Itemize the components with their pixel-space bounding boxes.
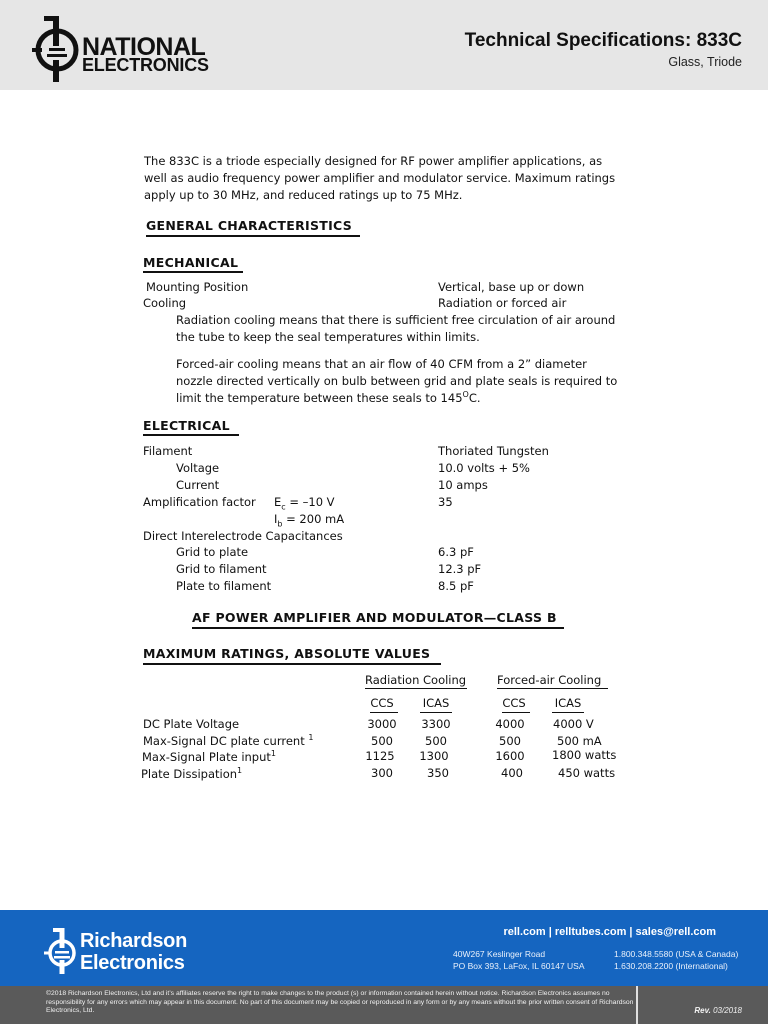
footer-phone2: 1.630.208.2200 (International): [614, 961, 728, 971]
voltage-value: 10.0 volts + 5%: [438, 461, 530, 475]
logo-wordmark-line1: NATIONAL: [82, 33, 206, 61]
forced-air-cooling-header: Forced-air Cooling: [497, 673, 602, 687]
intro-paragraph: The 833C is a triode especially designed for RF power amplifier applications, as well as audio frequency power amplifier and modulator service. Maximum ratings apply up to 30 MHz, and reduced ratings up to 75 MHz.: [144, 154, 616, 202]
revision-date: 03/2018: [710, 1006, 742, 1015]
heading-underline: [146, 235, 360, 237]
table-row-label: [143, 716, 239, 732]
heading-underline: [143, 271, 243, 273]
row-label-text: DC Plate Voltage: [143, 717, 240, 731]
mounting-position-value: Vertical, base up or down: [438, 280, 585, 294]
filament-label: Filament: [143, 444, 193, 458]
ec-subscript: c: [281, 502, 286, 512]
heading-underline: [143, 434, 239, 436]
amplification-factor-value: 35: [438, 495, 453, 509]
col-ccs-radiation: CCS: [370, 696, 394, 710]
plate-to-filament-label: Plate to filament: [176, 579, 272, 593]
forced-air-note-text: Forced-air cooling means that an air flow of 40 CFM from a 2” diameter nozzle directed vertically on bulb between grid and plate seals is required to limit the temperature between these seals to 145: [176, 357, 618, 405]
af-amplifier-heading: AF POWER AMPLIFIER AND MODULATOR—CLASS B: [192, 610, 557, 625]
heading-underline: [192, 627, 564, 629]
ec-symbol: E: [274, 495, 282, 509]
group-underline: [497, 688, 608, 689]
ec-value: = –10 V: [285, 495, 335, 509]
revision-prefix: Rev.: [694, 1006, 711, 1015]
table-cell: 3000: [367, 717, 397, 731]
legal-disclaimer: ©2018 Richardson Electronics, Ltd and it’s affiliates reserve the right to make changes to the product (s) or information contained herein without notice. Richardson Electronics assumes no responsibility for any errors which may appear in this document. No part of this document may be copied or reproduced in any form or by any means without the prior written consent of Richardson Electronics, Ltd.: [46, 990, 634, 1014]
grid-to-filament-label: Grid to filament: [176, 562, 267, 576]
amplification-ec-condition: [274, 494, 335, 510]
group-underline: [365, 688, 467, 689]
radiation-cooling-header: Radiation Cooling: [365, 673, 467, 687]
col-underline: [502, 712, 530, 713]
heading-underline: [143, 663, 441, 665]
col-ccs-forced: CCS: [502, 696, 526, 710]
page-title: Technical Specifications: 833C: [464, 30, 742, 51]
col-icas-forced: ICAS: [554, 696, 582, 710]
mechanical-heading: MECHANICAL: [143, 255, 239, 270]
grid-to-plate-value: 6.3 pF: [438, 545, 474, 559]
col-underline: [552, 712, 584, 713]
table-row-label: [142, 749, 276, 765]
current-value: 10 amps: [438, 478, 488, 492]
table-cell: 4000 V: [553, 717, 594, 731]
radiation-cooling-note: Radiation cooling means that there is sufficient free circulation of air around the tube to keep the seal temperatures within limits.: [176, 313, 616, 344]
cooling-label: Cooling: [143, 296, 187, 310]
amplification-factor-label: Amplification factor: [143, 495, 256, 509]
table-row-label: [143, 733, 313, 749]
footer-address-line1: 40W267 Keslinger Road: [453, 949, 546, 959]
cooling-value: Radiation or forced air: [438, 296, 567, 310]
footer-logo-line2: Electronics: [80, 952, 185, 974]
footer-logo-line1: Richardson: [80, 930, 188, 952]
footnote-marker: 1: [308, 733, 314, 743]
col-underline: [370, 712, 398, 713]
grid-to-filament-value: 12.3 pF: [438, 562, 482, 576]
page-header: [0, 0, 768, 90]
tube-symbol-icon: [32, 14, 80, 84]
table-cell: 500: [425, 734, 447, 748]
table-cell: 500: [371, 734, 393, 748]
revision-label: [694, 1006, 742, 1015]
logo-wordmark-line2: ELECTRONICS: [82, 55, 209, 75]
current-label: Current: [176, 478, 220, 492]
page-subtitle: Glass, Triode: [668, 55, 742, 69]
legal-divider: [636, 986, 638, 1024]
forced-air-cooling-note: [176, 356, 626, 407]
col-icas-radiation: ICAS: [422, 696, 450, 710]
table-cell: 3300: [421, 717, 451, 731]
national-electronics-logo: [32, 14, 232, 84]
page-footer: [0, 910, 768, 986]
table-cell: 4000: [495, 717, 525, 731]
footnote-marker: 1: [270, 749, 276, 759]
filament-value: Thoriated Tungsten: [438, 444, 549, 458]
table-cell: 1300: [419, 749, 449, 763]
table-cell: 300: [371, 766, 393, 780]
mounting-position-label: Mounting Position: [146, 280, 249, 294]
table-cell: 1125: [365, 749, 395, 763]
ib-symbol: I: [274, 512, 278, 526]
table-cell: 1800 watts: [552, 748, 617, 762]
footer-phone1: 1.800.348.5580 (USA & Canada): [614, 949, 739, 959]
general-characteristics-heading: GENERAL CHARACTERISTICS: [146, 218, 353, 233]
tube-symbol-icon: [44, 926, 78, 976]
col-underline: [420, 712, 452, 713]
table-cell: 1600: [495, 749, 525, 763]
ib-value: = 200 mA: [282, 512, 345, 526]
footer-address-line2: PO Box 393, LaFox, IL 60147 USA: [453, 961, 585, 971]
legal-bar: [0, 986, 768, 1024]
plate-to-filament-value: 8.5 pF: [438, 579, 474, 593]
table-cell: 400: [501, 766, 523, 780]
row-label-text: Max-Signal DC plate current: [143, 734, 309, 748]
capacitances-label: Direct Interelectrode Capacitances: [143, 529, 343, 543]
amplification-ib-condition: [274, 511, 344, 527]
table-cell: 500 mA: [557, 734, 602, 748]
voltage-label: Voltage: [176, 461, 220, 475]
electrical-heading: ELECTRICAL: [143, 418, 230, 433]
table-cell: 350: [427, 766, 449, 780]
richardson-electronics-logo: [44, 926, 224, 976]
max-ratings-heading: MAXIMUM RATINGS, ABSOLUTE VALUES: [143, 646, 431, 661]
table-row-label: [141, 766, 242, 782]
row-label-text: Max-Signal Plate input: [142, 750, 271, 764]
degree-superscript: O: [462, 390, 469, 400]
ib-subscript: b: [277, 519, 283, 529]
table-cell: 500: [499, 734, 521, 748]
row-label-text: Plate Dissipation: [141, 767, 238, 781]
footnote-marker: 1: [237, 766, 243, 776]
grid-to-plate-label: Grid to plate: [176, 545, 249, 559]
table-cell: 450 watts: [558, 766, 616, 780]
forced-air-note-end: C.: [468, 391, 481, 405]
footer-links[interactable]: rell.com | relltubes.com | sales@rell.com: [503, 926, 716, 938]
